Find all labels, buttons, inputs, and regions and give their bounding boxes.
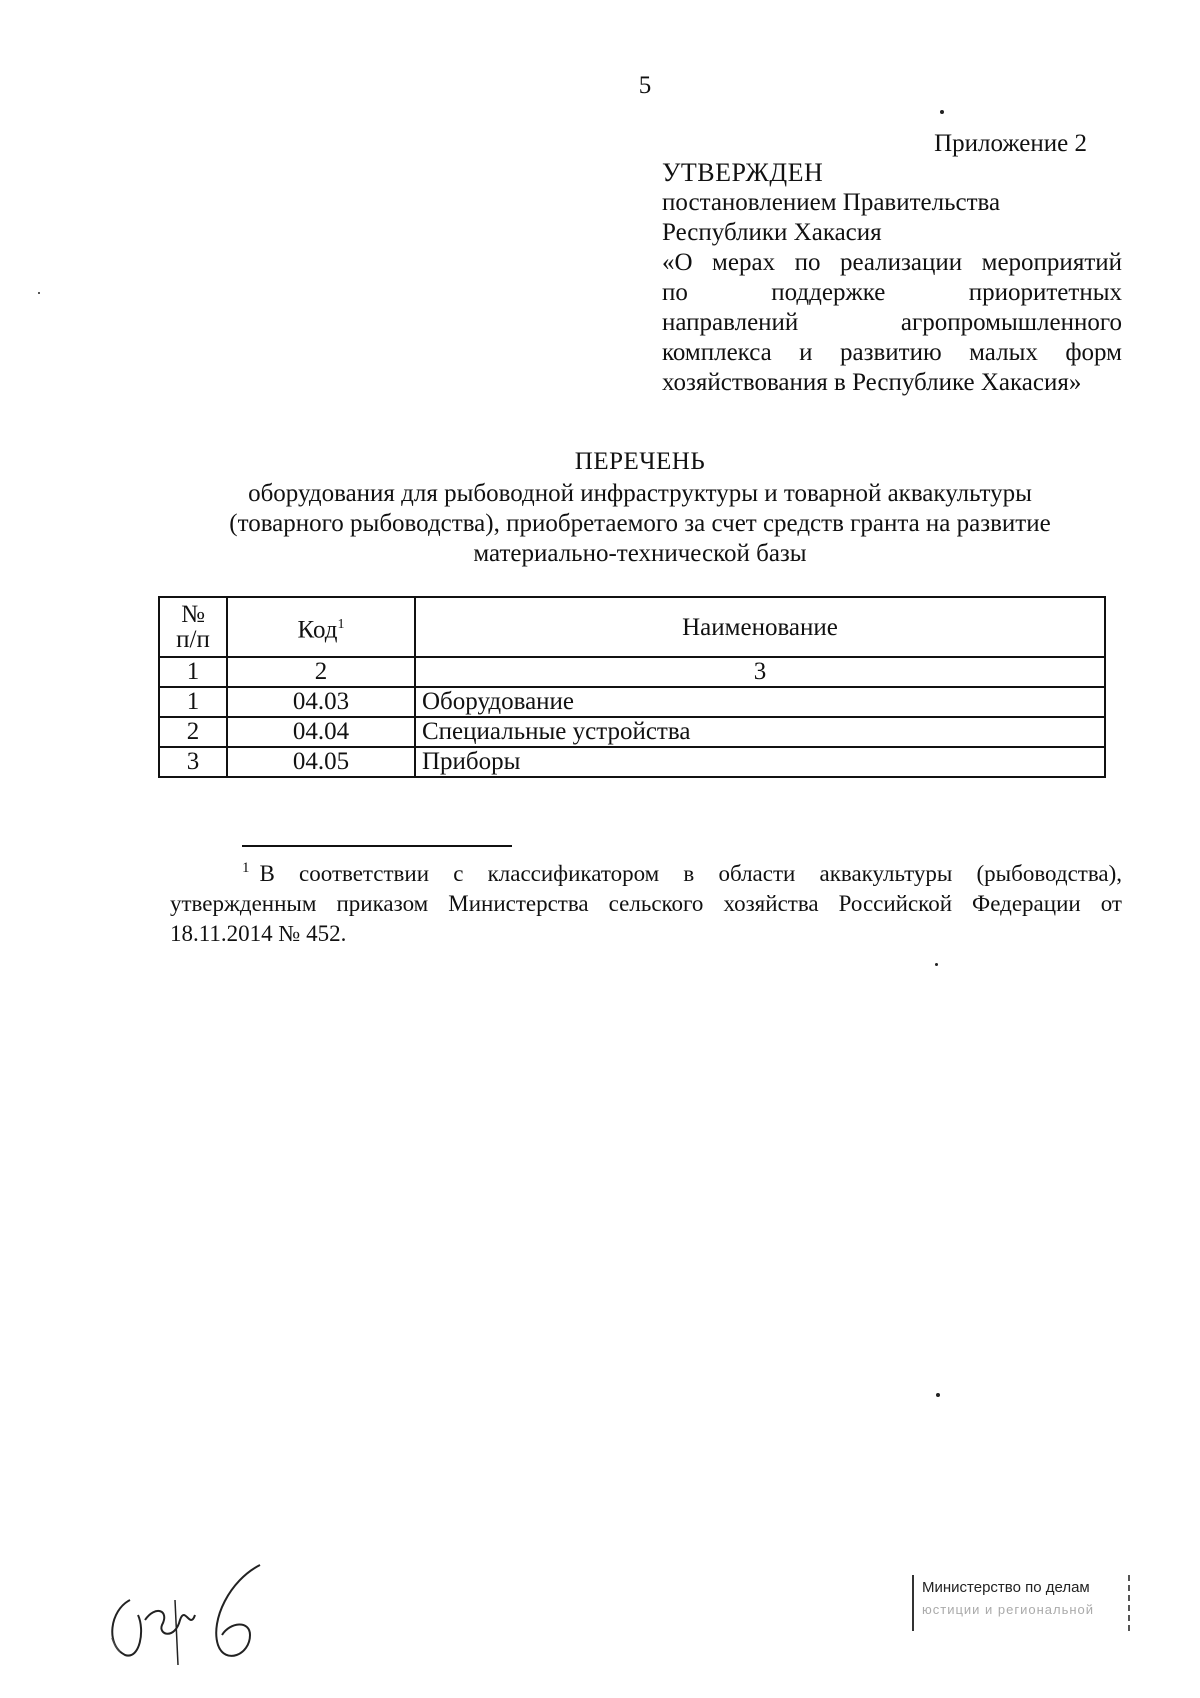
scan-speck	[38, 292, 40, 294]
row-code: 04.03	[227, 687, 415, 717]
title-heading: ПЕРЕЧЕНЬ	[574, 448, 706, 475]
appendix-label: Приложение 2	[934, 130, 1087, 157]
equipment-table	[158, 596, 1106, 778]
approval-block	[662, 158, 1122, 398]
row-name: Оборудование	[415, 687, 1105, 717]
header-number	[159, 597, 227, 657]
approval-line: хозяйствования в Республике Хакасия»	[662, 369, 1082, 396]
footnote-divider	[242, 845, 512, 847]
approval-line: направлений агропромышленного	[662, 309, 1122, 336]
scan-speck	[936, 1393, 940, 1397]
index-cell: 3	[415, 657, 1105, 687]
stamp-line: юстиции и региональной	[922, 1602, 1095, 1617]
approval-line: Республики Хакасия	[662, 219, 882, 246]
scan-speck	[940, 110, 944, 114]
table-header-row	[159, 597, 1105, 657]
page-number: 5	[638, 72, 652, 99]
title-line: материально-технической базы	[473, 540, 807, 567]
table-index-row	[159, 657, 1105, 687]
footnote-text: В соответствии с классификатором в области аквакультуры (рыбоводства), утвержденным приказом Министерства сельского хозяйства Российской Федерации от 18.11.2014 № 452.	[170, 861, 1122, 946]
row-number: 1	[159, 687, 227, 717]
table-row	[159, 717, 1105, 747]
row-name: Специальные устройства	[415, 717, 1105, 747]
header-name: Наименование	[415, 597, 1105, 657]
document-title	[150, 447, 1130, 569]
index-cell: 2	[227, 657, 415, 687]
header-code	[227, 597, 415, 657]
handwritten-signature	[100, 1560, 280, 1670]
row-code: 04.05	[227, 747, 415, 777]
title-line: оборудования для рыбоводной инфраструктуры и товарной аквакультуры	[248, 480, 1032, 507]
title-line: (товарного рыбоводства), приобретаемого за счет средств гранта на развитие	[229, 510, 1051, 537]
official-stamp	[912, 1575, 1130, 1631]
stamp-line: Министерство по делам	[922, 1579, 1090, 1596]
row-code: 04.04	[227, 717, 415, 747]
row-number: 2	[159, 717, 227, 747]
table-row	[159, 747, 1105, 777]
approval-stamp: УТВЕРЖДЕН	[662, 158, 824, 187]
approval-line: постановлением Правительства	[662, 189, 1001, 216]
index-cell: 1	[159, 657, 227, 687]
approval-line: по поддержке приоритетных	[662, 279, 1122, 306]
approval-line: комплекса и развитию малых форм	[662, 339, 1122, 366]
scan-speck	[935, 963, 938, 966]
footnote-marker: 1	[242, 860, 250, 876]
header-code-label: Код	[297, 616, 338, 644]
approval-line: «О мерах по реализации мероприятий	[662, 249, 1122, 276]
table-row	[159, 687, 1105, 717]
row-number: 3	[159, 747, 227, 777]
footnote-ref: 1	[337, 616, 345, 632]
header-number-line2: п/п	[176, 626, 210, 653]
footnote	[170, 853, 1122, 949]
header-number-line1: №	[181, 601, 205, 628]
row-name: Приборы	[415, 747, 1105, 777]
